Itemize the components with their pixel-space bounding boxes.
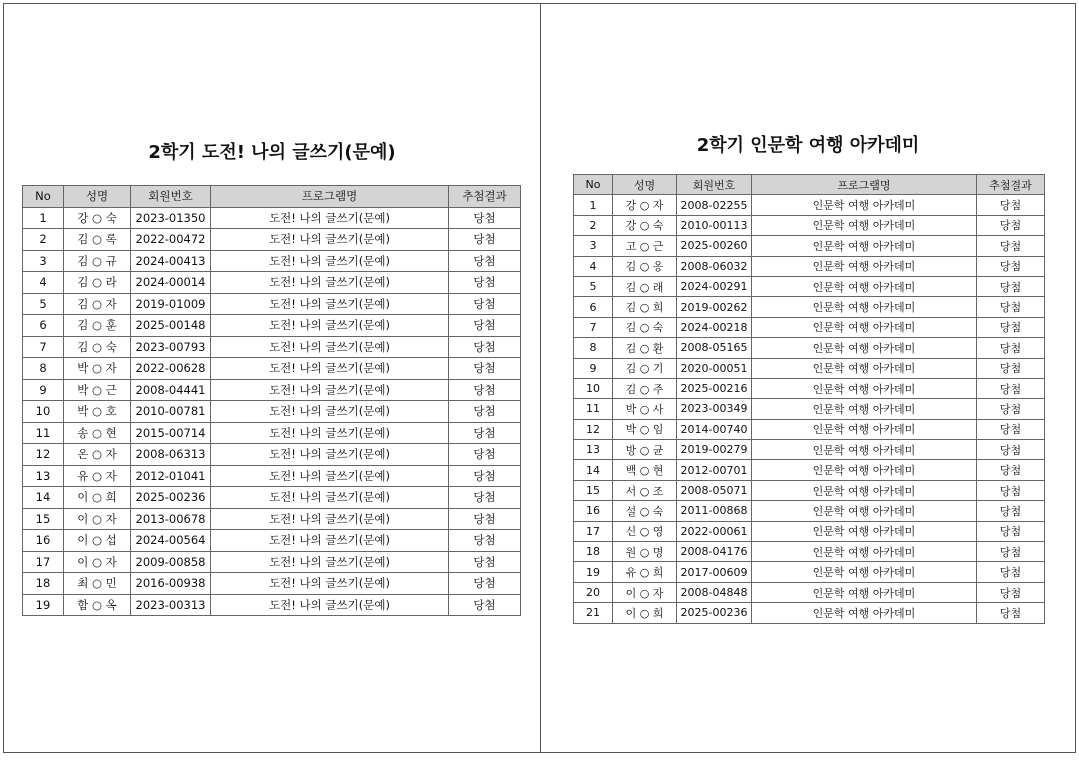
table-cell: 김 ○ 라 — [64, 272, 131, 294]
column-header: 프로그램명 — [752, 175, 977, 195]
table-cell: 2023-00349 — [677, 399, 752, 419]
table-cell: 김 ○ 숙 — [613, 317, 677, 337]
table-cell: 9 — [23, 379, 64, 401]
table-cell: 유 ○ 자 — [64, 465, 131, 487]
table-cell: 도전! 나의 글쓰기(문예) — [211, 401, 449, 423]
table-cell: 당첨 — [449, 272, 521, 294]
table-cell: 2017-00609 — [677, 562, 752, 582]
table-cell: 1 — [23, 207, 64, 229]
table-cell: 4 — [23, 272, 64, 294]
table-cell: 2024-00014 — [131, 272, 211, 294]
table-cell: 당첨 — [977, 297, 1045, 317]
right-table-body — [574, 195, 1045, 623]
table-row — [574, 521, 1045, 541]
table-cell: 2025-00236 — [131, 487, 211, 509]
left-table-header — [23, 186, 521, 208]
table-cell: 박 ○ 자 — [64, 358, 131, 380]
table-cell: 7 — [574, 317, 613, 337]
table-row — [574, 399, 1045, 419]
table-cell: 1 — [574, 195, 613, 215]
table-cell: 당첨 — [977, 378, 1045, 398]
table-cell: 18 — [23, 573, 64, 595]
table-cell: 김 ○ 희 — [613, 297, 677, 317]
table-cell: 최 ○ 민 — [64, 573, 131, 595]
table-cell: 설 ○ 숙 — [613, 501, 677, 521]
table-row — [23, 229, 521, 251]
table-cell: 당첨 — [977, 440, 1045, 460]
table-cell: 2015-00714 — [131, 422, 211, 444]
table-cell: 10 — [23, 401, 64, 423]
table-cell: 2014-00740 — [677, 419, 752, 439]
table-cell: 신 ○ 영 — [613, 521, 677, 541]
table-cell: 인문학 여행 아카데미 — [752, 276, 977, 296]
table-cell: 17 — [23, 551, 64, 573]
table-cell: 2022-00472 — [131, 229, 211, 251]
table-row — [574, 582, 1045, 602]
table-cell: 6 — [574, 297, 613, 317]
table-cell: 당첨 — [449, 530, 521, 552]
table-cell: 당첨 — [449, 379, 521, 401]
table-cell: 당첨 — [449, 293, 521, 315]
table-cell: 2010-00781 — [131, 401, 211, 423]
table-cell: 17 — [574, 521, 613, 541]
table-cell: 2008-02255 — [677, 195, 752, 215]
table-cell: 도전! 나의 글쓰기(문예) — [211, 530, 449, 552]
table-cell: 2013-00678 — [131, 508, 211, 530]
table-cell: 당첨 — [449, 487, 521, 509]
table-cell: 도전! 나의 글쓰기(문예) — [211, 207, 449, 229]
table-cell: 당첨 — [977, 460, 1045, 480]
table-cell: 당첨 — [977, 480, 1045, 500]
table-row — [574, 256, 1045, 276]
table-row — [23, 508, 521, 530]
table-row — [574, 195, 1045, 215]
table-cell: 당첨 — [977, 603, 1045, 623]
column-header: 회원번호 — [131, 186, 211, 208]
table-cell: 7 — [23, 336, 64, 358]
table-cell: 16 — [23, 530, 64, 552]
table-cell: 당첨 — [449, 573, 521, 595]
table-cell: 인문학 여행 아카데미 — [752, 480, 977, 500]
column-header: No — [574, 175, 613, 195]
table-cell: 김 ○ 록 — [64, 229, 131, 251]
table-cell: 도전! 나의 글쓰기(문예) — [211, 487, 449, 509]
table-cell: 2009-00858 — [131, 551, 211, 573]
table-cell: 이 ○ 섭 — [64, 530, 131, 552]
table-cell: 도전! 나의 글쓰기(문예) — [211, 508, 449, 530]
column-header: 추첨결과 — [449, 186, 521, 208]
table-cell: 2008-04176 — [677, 542, 752, 562]
table-cell: 박 ○ 임 — [613, 419, 677, 439]
table-row — [574, 542, 1045, 562]
table-cell: 고 ○ 근 — [613, 236, 677, 256]
left-page-title: 2학기 도전! 나의 글쓰기(문예) — [148, 142, 396, 163]
table-cell: 2008-05165 — [677, 338, 752, 358]
left-table-body — [23, 207, 521, 616]
right-page-title: 2학기 인문학 여행 아카데미 — [696, 135, 920, 156]
table-cell: 18 — [574, 542, 613, 562]
table-row — [574, 358, 1045, 378]
table-cell: 당첨 — [977, 276, 1045, 296]
table-cell: 11 — [23, 422, 64, 444]
table-row — [574, 378, 1045, 398]
table-cell: 2012-01041 — [131, 465, 211, 487]
table-cell: 9 — [574, 358, 613, 378]
table-cell: 당첨 — [977, 317, 1045, 337]
table-cell: 15 — [574, 480, 613, 500]
table-cell: 2020-00051 — [677, 358, 752, 378]
table-cell: 당첨 — [449, 207, 521, 229]
table-cell: 6 — [23, 315, 64, 337]
table-cell: 당첨 — [449, 465, 521, 487]
column-header: 회원번호 — [677, 175, 752, 195]
table-cell: 박 ○ 호 — [64, 401, 131, 423]
table-cell: 박 ○ 사 — [613, 399, 677, 419]
table-cell: 유 ○ 희 — [613, 562, 677, 582]
table-cell: 이 ○ 자 — [64, 508, 131, 530]
table-cell: 당첨 — [449, 229, 521, 251]
table-cell: 김 ○ 숙 — [64, 336, 131, 358]
table-cell: 강 ○ 숙 — [613, 215, 677, 235]
table-cell: 당첨 — [977, 215, 1045, 235]
table-cell: 2025-00236 — [677, 603, 752, 623]
table-cell: 3 — [574, 236, 613, 256]
table-cell: 당첨 — [977, 236, 1045, 256]
table-cell: 당첨 — [449, 594, 521, 616]
right-table-header — [574, 175, 1045, 195]
table-cell: 당첨 — [449, 250, 521, 272]
table-cell: 이 ○ 희 — [613, 603, 677, 623]
table-cell: 2022-00061 — [677, 521, 752, 541]
table-cell: 2008-06032 — [677, 256, 752, 276]
table-cell: 당첨 — [449, 401, 521, 423]
table-cell: 인문학 여행 아카데미 — [752, 317, 977, 337]
table-cell: 2023-00793 — [131, 336, 211, 358]
table-row — [23, 551, 521, 573]
table-cell: 당첨 — [449, 358, 521, 380]
table-cell: 2023-01350 — [131, 207, 211, 229]
table-cell: 10 — [574, 378, 613, 398]
table-cell: 당첨 — [977, 542, 1045, 562]
table-cell: 당첨 — [977, 195, 1045, 215]
table-cell: 12 — [574, 419, 613, 439]
table-cell: 2008-04441 — [131, 379, 211, 401]
table-row — [23, 465, 521, 487]
right-winners-table — [573, 174, 1045, 624]
table-cell: 이 ○ 자 — [613, 582, 677, 602]
table-row — [23, 272, 521, 294]
table-cell: 인문학 여행 아카데미 — [752, 562, 977, 582]
table-cell: 도전! 나의 글쓰기(문예) — [211, 315, 449, 337]
table-cell: 도전! 나의 글쓰기(문예) — [211, 272, 449, 294]
table-cell: 인문학 여행 아카데미 — [752, 501, 977, 521]
table-cell: 2011-00868 — [677, 501, 752, 521]
table-cell: 인문학 여행 아카데미 — [752, 236, 977, 256]
table-cell: 인문학 여행 아카데미 — [752, 419, 977, 439]
table-cell: 김 ○ 옹 — [613, 256, 677, 276]
column-header: No — [23, 186, 64, 208]
table-cell: 도전! 나의 글쓰기(문예) — [211, 250, 449, 272]
table-cell: 20 — [574, 582, 613, 602]
table-cell: 당첨 — [977, 338, 1045, 358]
table-cell: 2 — [23, 229, 64, 251]
table-row — [574, 276, 1045, 296]
table-cell: 인문학 여행 아카데미 — [752, 460, 977, 480]
table-cell: 당첨 — [449, 508, 521, 530]
table-cell: 2008-06313 — [131, 444, 211, 466]
table-cell: 5 — [574, 276, 613, 296]
table-cell: 강 ○ 숙 — [64, 207, 131, 229]
table-row — [574, 460, 1045, 480]
table-cell: 당첨 — [977, 501, 1045, 521]
table-row — [574, 338, 1045, 358]
table-cell: 김 ○ 규 — [64, 250, 131, 272]
table-cell: 당첨 — [449, 422, 521, 444]
table-cell: 2019-00279 — [677, 440, 752, 460]
table-cell: 인문학 여행 아카데미 — [752, 297, 977, 317]
table-cell: 2024-00218 — [677, 317, 752, 337]
table-cell: 5 — [23, 293, 64, 315]
table-row — [574, 562, 1045, 582]
table-cell: 인문학 여행 아카데미 — [752, 378, 977, 398]
table-cell: 2 — [574, 215, 613, 235]
table-cell: 인문학 여행 아카데미 — [752, 256, 977, 276]
table-cell: 2024-00413 — [131, 250, 211, 272]
table-cell: 2025-00148 — [131, 315, 211, 337]
table-cell: 김 ○ 주 — [613, 378, 677, 398]
table-cell: 김 ○ 환 — [613, 338, 677, 358]
table-cell: 강 ○ 자 — [613, 195, 677, 215]
table-cell: 도전! 나의 글쓰기(문예) — [211, 573, 449, 595]
table-cell: 방 ○ 균 — [613, 440, 677, 460]
table-cell: 당첨 — [449, 551, 521, 573]
table-cell: 도전! 나의 글쓰기(문예) — [211, 229, 449, 251]
table-row — [574, 440, 1045, 460]
table-cell: 도전! 나의 글쓰기(문예) — [211, 594, 449, 616]
table-cell: 도전! 나의 글쓰기(문예) — [211, 379, 449, 401]
table-cell: 당첨 — [977, 562, 1045, 582]
table-cell: 도전! 나의 글쓰기(문예) — [211, 551, 449, 573]
table-row — [23, 573, 521, 595]
table-row — [574, 419, 1045, 439]
table-cell: 김 ○ 기 — [613, 358, 677, 378]
table-row — [23, 530, 521, 552]
table-row — [23, 315, 521, 337]
table-cell: 2025-00216 — [677, 378, 752, 398]
table-row — [23, 401, 521, 423]
table-cell: 원 ○ 명 — [613, 542, 677, 562]
column-header: 프로그램명 — [211, 186, 449, 208]
table-cell: 백 ○ 현 — [613, 460, 677, 480]
table-cell: 16 — [574, 501, 613, 521]
table-cell: 19 — [23, 594, 64, 616]
table-cell: 3 — [23, 250, 64, 272]
table-row — [574, 603, 1045, 623]
table-row — [23, 250, 521, 272]
table-cell: 도전! 나의 글쓰기(문예) — [211, 444, 449, 466]
table-row — [23, 293, 521, 315]
table-cell: 박 ○ 근 — [64, 379, 131, 401]
table-cell: 2019-00262 — [677, 297, 752, 317]
table-cell: 당첨 — [977, 256, 1045, 276]
header-row — [574, 175, 1045, 195]
table-cell: 당첨 — [449, 444, 521, 466]
table-cell: 인문학 여행 아카데미 — [752, 542, 977, 562]
header-row — [23, 186, 521, 208]
table-cell: 2025-00260 — [677, 236, 752, 256]
table-cell: 2022-00628 — [131, 358, 211, 380]
table-cell: 함 ○ 옥 — [64, 594, 131, 616]
table-cell: 당첨 — [977, 399, 1045, 419]
table-cell: 인문학 여행 아카데미 — [752, 521, 977, 541]
table-cell: 이 ○ 자 — [64, 551, 131, 573]
table-cell: 송 ○ 현 — [64, 422, 131, 444]
column-header: 성명 — [613, 175, 677, 195]
table-cell: 15 — [23, 508, 64, 530]
table-cell: 당첨 — [977, 358, 1045, 378]
table-cell: 8 — [23, 358, 64, 380]
table-cell: 인문학 여행 아카데미 — [752, 399, 977, 419]
table-cell: 도전! 나의 글쓰기(문예) — [211, 293, 449, 315]
table-cell: 2024-00564 — [131, 530, 211, 552]
table-cell: 인문학 여행 아카데미 — [752, 603, 977, 623]
table-cell: 김 ○ 훈 — [64, 315, 131, 337]
table-cell: 4 — [574, 256, 613, 276]
table-cell: 당첨 — [977, 419, 1045, 439]
table-cell: 당첨 — [977, 582, 1045, 602]
table-row — [574, 317, 1045, 337]
table-cell: 2024-00291 — [677, 276, 752, 296]
table-cell: 인문학 여행 아카데미 — [752, 195, 977, 215]
table-cell: 도전! 나의 글쓰기(문예) — [211, 465, 449, 487]
table-row — [23, 487, 521, 509]
table-row — [574, 501, 1045, 521]
table-cell: 2008-05071 — [677, 480, 752, 500]
table-cell: 김 ○ 자 — [64, 293, 131, 315]
table-row — [23, 379, 521, 401]
table-cell: 서 ○ 조 — [613, 480, 677, 500]
table-cell: 인문학 여행 아카데미 — [752, 440, 977, 460]
table-cell: 당첨 — [449, 315, 521, 337]
table-cell: 인문학 여행 아카데미 — [752, 358, 977, 378]
table-row — [23, 207, 521, 229]
table-row — [23, 422, 521, 444]
left-page — [3, 3, 541, 753]
table-cell: 8 — [574, 338, 613, 358]
table-cell: 13 — [574, 440, 613, 460]
table-cell: 14 — [574, 460, 613, 480]
table-cell: 11 — [574, 399, 613, 419]
table-cell: 이 ○ 희 — [64, 487, 131, 509]
column-header: 추첨결과 — [977, 175, 1045, 195]
table-cell: 21 — [574, 603, 613, 623]
table-cell: 12 — [23, 444, 64, 466]
table-cell: 2016-00938 — [131, 573, 211, 595]
table-row — [574, 297, 1045, 317]
table-row — [574, 236, 1045, 256]
table-row — [23, 358, 521, 380]
table-row — [23, 444, 521, 466]
right-page — [540, 3, 1076, 753]
table-cell: 19 — [574, 562, 613, 582]
table-cell: 도전! 나의 글쓰기(문예) — [211, 336, 449, 358]
table-cell: 인문학 여행 아카데미 — [752, 582, 977, 602]
table-cell: 도전! 나의 글쓰기(문예) — [211, 358, 449, 380]
left-winners-table — [22, 185, 521, 616]
table-cell: 도전! 나의 글쓰기(문예) — [211, 422, 449, 444]
table-cell: 2019-01009 — [131, 293, 211, 315]
table-cell: 인문학 여행 아카데미 — [752, 338, 977, 358]
table-cell: 2010-00113 — [677, 215, 752, 235]
table-row — [574, 215, 1045, 235]
table-row — [574, 480, 1045, 500]
table-cell: 당첨 — [977, 521, 1045, 541]
table-cell: 2012-00701 — [677, 460, 752, 480]
table-cell: 인문학 여행 아카데미 — [752, 215, 977, 235]
table-cell: 2008-04848 — [677, 582, 752, 602]
table-cell: 2023-00313 — [131, 594, 211, 616]
column-header: 성명 — [64, 186, 131, 208]
table-cell: 김 ○ 래 — [613, 276, 677, 296]
table-row — [23, 336, 521, 358]
table-row — [23, 594, 521, 616]
table-cell: 14 — [23, 487, 64, 509]
table-cell: 온 ○ 자 — [64, 444, 131, 466]
table-cell: 13 — [23, 465, 64, 487]
table-cell: 당첨 — [449, 336, 521, 358]
